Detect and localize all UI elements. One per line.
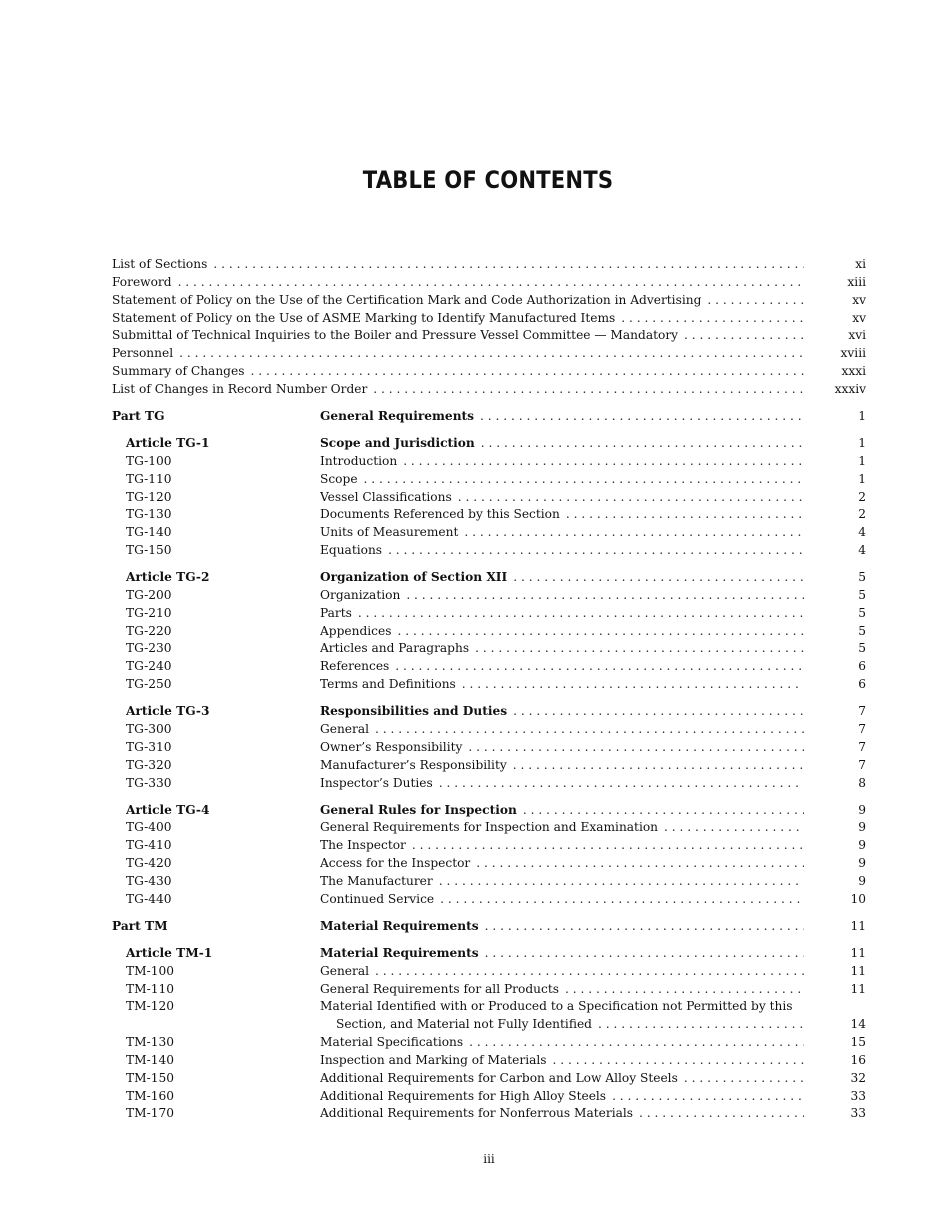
entry-title: Appendices <box>320 623 392 638</box>
entry-title: Material Requirements <box>320 918 479 933</box>
dot-leader <box>684 1070 804 1088</box>
entry-page: 5 <box>858 570 866 585</box>
toc-entry[interactable] <box>112 345 866 363</box>
entry-code: TG-130 <box>126 507 172 522</box>
entry-code: TG-220 <box>126 623 172 638</box>
entry-title: Introduction <box>320 453 398 468</box>
entry-code: TM-110 <box>126 981 174 996</box>
toc-entry[interactable] <box>112 1052 866 1070</box>
entry-code: Article TM-1 <box>126 945 213 960</box>
toc-entry[interactable] <box>112 658 866 676</box>
dot-leader <box>513 703 804 721</box>
dot-leader <box>375 963 804 981</box>
entry-code: Article TG-3 <box>126 704 210 719</box>
entry-title: Inspector’s Duties <box>320 775 433 790</box>
dot-leader <box>475 640 804 658</box>
entry-title: Access for the Inspector <box>320 856 471 871</box>
entry-code: TM-160 <box>126 1088 174 1103</box>
toc-entry[interactable] <box>112 739 866 757</box>
entry-page: xviii <box>840 346 866 361</box>
entry-title: General Requirements for all Products <box>320 981 559 996</box>
entry-page: 33 <box>850 1106 866 1121</box>
dot-leader <box>364 471 804 489</box>
entry-title: Foreword <box>112 274 172 289</box>
entry-page: 8 <box>858 775 866 790</box>
page-title: TABLE OF CONTENTS <box>362 166 614 194</box>
entry-page: xxxiv <box>834 381 866 396</box>
entry-code: TM-150 <box>126 1070 174 1085</box>
entry-page: 11 <box>850 963 866 978</box>
entry-title: Manufacturer’s Responsibility <box>320 757 507 772</box>
entry-code: TG-400 <box>126 820 172 835</box>
entry-code: TM-170 <box>126 1106 174 1121</box>
toc-entry[interactable] <box>112 381 866 399</box>
entry-title: Vessel Classifications <box>320 489 452 504</box>
entry-page: 32 <box>850 1070 866 1085</box>
entry-code: TG-320 <box>126 757 172 772</box>
entry-page: 9 <box>858 856 866 871</box>
toc-entry[interactable] <box>112 506 866 524</box>
toc-entry[interactable] <box>112 963 866 981</box>
toc-entry[interactable] <box>112 489 866 507</box>
toc-entry[interactable] <box>112 605 866 623</box>
entry-page: 4 <box>858 525 866 540</box>
entry-title: Statement of Policy on the Use of ASME Marking to Identify Manufactured Items <box>112 310 616 325</box>
dot-leader <box>513 757 804 775</box>
entry-code: TG-120 <box>126 489 172 504</box>
toc-entry[interactable] <box>112 1088 866 1106</box>
dot-leader <box>397 623 804 641</box>
entry-code: TG-430 <box>126 873 172 888</box>
entry-code: TM-130 <box>126 1035 174 1050</box>
entry-title: References <box>320 659 390 674</box>
entry-title: Owner’s Responsibility <box>320 739 463 754</box>
toc-part-entry[interactable] <box>112 408 866 426</box>
entry-title: Responsibilities and Duties <box>320 704 508 719</box>
entry-page: 11 <box>850 918 866 933</box>
dot-leader <box>480 408 804 426</box>
entry-title: Material Specifications <box>320 1035 464 1050</box>
toc-entry[interactable] <box>112 363 866 381</box>
toc-entry[interactable] <box>112 819 866 837</box>
entry-title: The Manufacturer <box>320 873 433 888</box>
entry-code: TM-140 <box>126 1052 174 1067</box>
entry-code: TG-420 <box>126 856 172 871</box>
dot-leader <box>358 605 804 623</box>
entry-page: 33 <box>850 1088 866 1103</box>
entry-page: 11 <box>850 981 866 996</box>
entry-page: xi <box>855 257 866 271</box>
entry-title: Submittal of Technical Inquiries to the Boiler and Pressure Vessel Committee — Mandatory <box>112 328 679 343</box>
toc-entry[interactable] <box>112 775 866 793</box>
entry-code: TM-120 <box>126 999 174 1014</box>
entry-page: 5 <box>858 605 866 620</box>
dot-leader <box>250 363 804 381</box>
toc-entry[interactable] <box>112 256 866 274</box>
entry-page: 7 <box>858 722 866 736</box>
entry-title: Articles and Paragraphs <box>320 641 470 656</box>
entry-title: Units of Measurement <box>320 525 459 540</box>
entry-code: TG-410 <box>126 838 172 853</box>
dot-leader <box>388 542 804 560</box>
entry-page: 5 <box>858 641 866 656</box>
toc-entry[interactable] <box>112 891 866 909</box>
entry-title: General Requirements <box>320 408 475 423</box>
dot-leader <box>565 981 804 999</box>
entry-page: 5 <box>858 587 866 602</box>
entry-page: 6 <box>858 677 866 692</box>
entry-title: General Rules for Inspection <box>320 802 517 817</box>
entry-page: 4 <box>858 543 866 558</box>
page-number: iii <box>483 1152 495 1166</box>
table-of-contents <box>112 256 866 1123</box>
toc-entry[interactable] <box>112 981 866 999</box>
entry-title: Organization <box>320 587 401 602</box>
entry-title-continued: Section, and Material not Fully Identified <box>336 1017 592 1032</box>
entry-page: xv <box>852 292 866 307</box>
entry-title: General Requirements for Inspection and Examination <box>320 820 659 835</box>
entry-title: General <box>320 722 369 736</box>
toc-entry[interactable] <box>112 1070 866 1088</box>
entry-page: 7 <box>858 739 866 754</box>
dot-leader <box>639 1105 804 1123</box>
entry-title: List of Sections <box>112 257 208 271</box>
toc-entry[interactable] <box>112 721 866 739</box>
entry-page: 2 <box>858 489 866 504</box>
dot-leader <box>462 676 804 694</box>
toc-entry[interactable] <box>112 274 866 292</box>
entry-title: Scope and Jurisdiction <box>320 435 475 450</box>
entry-page: 14 <box>850 1017 866 1032</box>
entry-title: Additional Requirements for High Alloy Steels <box>320 1088 607 1103</box>
toc-entry[interactable] <box>112 292 866 310</box>
entry-page: 6 <box>858 659 866 674</box>
entry-title: Summary of Changes <box>112 364 245 379</box>
dot-leader <box>621 310 804 328</box>
toc-entry[interactable] <box>112 623 866 641</box>
entry-code: TG-250 <box>126 677 172 692</box>
toc-entry[interactable] <box>112 542 866 560</box>
dot-leader <box>612 1088 804 1106</box>
entry-title: Organization of Section XII <box>320 570 508 585</box>
entry-page: 9 <box>858 802 866 817</box>
dot-leader <box>213 256 804 274</box>
entry-code: TG-300 <box>126 722 172 736</box>
toc-article-entry[interactable] <box>112 703 866 721</box>
dot-leader <box>375 721 804 739</box>
entry-code: TG-330 <box>126 775 172 790</box>
entry-code: Article TG-1 <box>126 435 210 450</box>
toc-article-entry[interactable] <box>112 569 866 587</box>
toc-entry[interactable] <box>112 524 866 542</box>
toc-entry[interactable] <box>112 855 866 873</box>
toc-entry[interactable] <box>112 757 866 775</box>
dot-leader <box>684 327 804 345</box>
entry-title: Inspection and Marking of Materials <box>320 1052 547 1067</box>
dot-leader <box>707 292 804 310</box>
entry-page: 1 <box>858 408 866 423</box>
dot-leader <box>395 658 804 676</box>
dot-leader <box>476 855 804 873</box>
entry-code: TG-150 <box>126 543 172 558</box>
entry-page: xxxi <box>841 364 866 379</box>
dot-leader <box>458 489 804 507</box>
entry-code: Article TG-2 <box>126 570 210 585</box>
entry-title: The Inspector <box>320 838 406 853</box>
entry-title: Material Requirements <box>320 945 479 960</box>
toc-part-entry[interactable] <box>112 918 866 936</box>
entry-title: General <box>320 963 369 978</box>
entry-code: TM-100 <box>126 963 174 978</box>
dot-leader <box>373 381 804 399</box>
entry-title: Material Identified with or Produced to a Specification not Permitted by this <box>320 999 793 1014</box>
entry-page: 9 <box>858 873 866 888</box>
toc-entry[interactable] <box>112 1034 866 1052</box>
entry-page: 9 <box>858 838 866 853</box>
toc-entry[interactable] <box>112 640 866 658</box>
toc-entry[interactable] <box>112 676 866 694</box>
toc-entry[interactable] <box>112 587 866 605</box>
toc-entry[interactable] <box>112 327 866 345</box>
entry-code: TG-230 <box>126 641 172 656</box>
entry-title: Continued Service <box>320 891 435 906</box>
entry-page: 10 <box>850 891 866 906</box>
dot-leader <box>412 837 804 855</box>
entry-page: xvi <box>848 328 866 343</box>
dot-leader <box>468 739 804 757</box>
dot-leader <box>178 274 804 292</box>
toc-article-entry[interactable] <box>112 802 866 820</box>
dot-leader <box>481 435 804 453</box>
entry-title: List of Changes in Record Number Order <box>112 381 368 396</box>
entry-title: Documents Referenced by this Section <box>320 507 560 522</box>
entry-code: TG-440 <box>126 891 172 906</box>
entry-code: TG-140 <box>126 525 172 540</box>
entry-code: Part TM <box>112 918 168 933</box>
toc-entry-multiline[interactable] <box>112 998 866 1016</box>
entry-page: 11 <box>850 945 866 960</box>
entry-page: 1 <box>858 435 866 450</box>
entry-title: Personnel <box>112 346 174 361</box>
entry-title: Parts <box>320 605 352 620</box>
toc-entry[interactable] <box>112 310 866 328</box>
entry-code: Article TG-4 <box>126 802 210 817</box>
toc-entry[interactable] <box>112 453 866 471</box>
entry-code: Part TG <box>112 408 165 423</box>
dot-leader <box>664 819 804 837</box>
dot-leader <box>523 802 804 820</box>
entry-code: TG-100 <box>126 453 172 468</box>
toc-entry[interactable] <box>112 471 866 489</box>
dot-leader <box>485 918 804 936</box>
entry-page: xv <box>852 310 866 325</box>
entry-page: 5 <box>858 623 866 638</box>
entry-page: 7 <box>858 757 866 772</box>
toc-entry[interactable] <box>112 1105 866 1123</box>
entry-page: 7 <box>858 704 866 719</box>
entry-page: 2 <box>858 507 866 522</box>
dot-leader <box>513 569 804 587</box>
toc-entry[interactable] <box>112 873 866 891</box>
entry-title: Additional Requirements for Carbon and Low Alloy Steels <box>320 1070 678 1085</box>
entry-title: Scope <box>320 471 358 486</box>
dot-leader <box>403 453 804 471</box>
dot-leader <box>598 1016 804 1034</box>
dot-leader <box>439 775 804 793</box>
dot-leader <box>439 873 804 891</box>
toc-article-entry[interactable] <box>112 435 866 453</box>
dot-leader <box>179 345 804 363</box>
entry-title: Statement of Policy on the Use of the Certification Mark and Code Authorization in Advertising <box>112 292 702 307</box>
entry-page: 15 <box>850 1035 866 1050</box>
entry-code: TG-240 <box>126 659 172 674</box>
entry-code: TG-110 <box>126 471 172 486</box>
entry-title: Additional Requirements for Nonferrous Materials <box>320 1106 634 1121</box>
entry-code: TG-210 <box>126 605 172 620</box>
dot-leader <box>566 506 804 524</box>
dot-leader <box>440 891 804 909</box>
dot-leader <box>406 587 804 605</box>
dot-leader <box>485 945 804 963</box>
entry-page: 1 <box>858 471 866 486</box>
entry-code: TG-310 <box>126 739 172 754</box>
toc-article-entry[interactable] <box>112 945 866 963</box>
entry-page: 1 <box>858 453 866 468</box>
entry-page: xiii <box>847 274 866 289</box>
entry-page: 16 <box>850 1052 866 1067</box>
dot-leader <box>469 1034 804 1052</box>
dot-leader <box>464 524 804 542</box>
dot-leader <box>553 1052 804 1070</box>
entry-code: TG-200 <box>126 587 172 602</box>
entry-title: Terms and Definitions <box>320 677 456 692</box>
toc-entry[interactable] <box>112 837 866 855</box>
entry-title: Equations <box>320 543 383 558</box>
toc-entry-continuation[interactable] <box>112 1016 866 1034</box>
entry-page: 9 <box>858 820 866 835</box>
